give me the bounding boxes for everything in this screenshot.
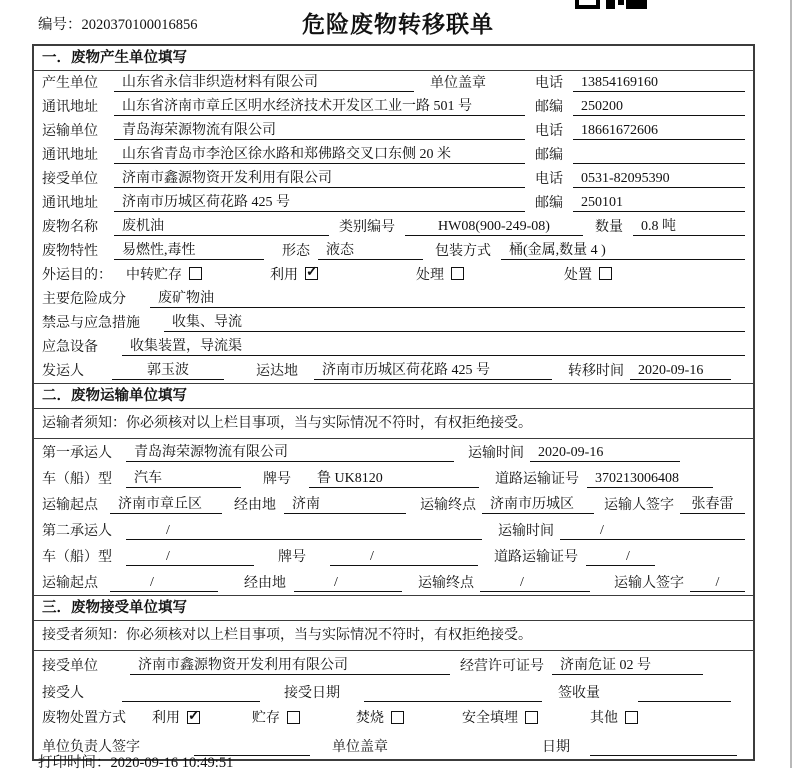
plate1-label: 牌号: [263, 472, 291, 487]
character-value: 易燃性,毒性: [114, 239, 264, 260]
carrier1-value: 青岛海荣源物流有限公司: [126, 441, 454, 462]
row-hazard: [34, 287, 753, 311]
license2-label: 道路运输证号: [494, 550, 578, 565]
receiver-value: 济南市鑫源物资开发利用有限公司: [114, 167, 525, 188]
disposal-option-other: [590, 707, 638, 727]
plate2-value: /: [330, 549, 478, 566]
zip1-label: 邮编: [535, 100, 563, 115]
row-vehicle2: [34, 543, 753, 569]
row-transporter: [34, 119, 753, 143]
category-label: 类别编号: [339, 220, 395, 235]
vehicle1-label: 车（船）型: [42, 472, 112, 487]
end2-label: 运输终点: [418, 576, 474, 591]
print-time-label: 打印时间：: [38, 755, 111, 771]
disposal-option-landfill: [462, 707, 538, 727]
purpose-option-transit: [126, 264, 202, 284]
checkbox-label: 贮存: [252, 711, 280, 726]
phone1-label: 电话: [535, 76, 563, 91]
row-receiver-address: [34, 191, 753, 215]
disposal-option-incinerate: [356, 707, 404, 727]
sign1-value: 张春雷: [680, 493, 745, 514]
sign2-value: /: [690, 575, 745, 592]
carrier2-label: 第二承运人: [42, 524, 112, 539]
end2-value: /: [480, 575, 590, 592]
form-value: 液态: [318, 239, 423, 260]
row-transporter-address: [34, 143, 753, 167]
waste-name-label: 废物名称: [42, 220, 98, 235]
zip3-value: 250101: [573, 195, 745, 212]
end1-label: 运输终点: [420, 498, 476, 513]
time1-label: 运输时间: [468, 446, 524, 461]
taboo-value: 收集、导流: [164, 311, 745, 332]
row-waste-character: [34, 239, 753, 263]
purpose-label: 外运目的：: [42, 267, 112, 283]
section-transporter: [34, 383, 753, 595]
row-receiver: [34, 167, 753, 191]
print-time-value: 2020-09-16 10:49:51: [110, 755, 234, 771]
destination-label: 运达地: [256, 364, 298, 379]
date-label: 日期: [542, 740, 570, 755]
carrier1-label: 第一承运人: [42, 446, 112, 461]
purpose-option-treat: [416, 264, 464, 284]
producer-label: 产生单位: [42, 76, 98, 91]
permit-value: 济南危证 02 号: [552, 654, 703, 675]
permit-label: 经营许可证号: [460, 659, 544, 674]
time1-value: 2020-09-16: [530, 445, 680, 462]
hazard-label: 主要危险成分: [42, 292, 126, 307]
section-producer: [34, 46, 753, 383]
plate1-value: 鲁 UK8120: [309, 467, 479, 488]
checkbox-icon: [451, 267, 464, 280]
accept-unit-value: 济南市鑫源物资开发利用有限公司: [130, 654, 450, 675]
vehicle2-value: /: [126, 549, 254, 566]
row-equipment: [34, 335, 753, 359]
phone2-label: 电话: [535, 124, 563, 139]
checkbox-icon: [189, 267, 202, 280]
disposal-label: 废物处置方式: [42, 711, 126, 726]
transporter-value: 青岛海荣源物流有限公司: [114, 119, 525, 140]
receiver-label: 接受单位: [42, 172, 98, 187]
unit-seal2-label: 单位盖章: [332, 740, 388, 755]
checkbox-label: 安全填埋: [462, 711, 518, 726]
origin1-value: 济南市章丘区: [110, 493, 222, 514]
addr1-value: 山东省济南市章丘区明水经济技术开发区工业一路 501 号: [114, 95, 525, 116]
section2-header: 二．废物运输单位填写: [34, 383, 753, 409]
addr1-label: 通讯地址: [42, 100, 98, 115]
row-vehicle1: [34, 465, 753, 491]
accept-unit-label: 接受单位: [42, 659, 98, 674]
checkbox-label: 其他: [590, 711, 618, 726]
origin2-label: 运输起点: [42, 576, 98, 591]
consignor-value: 郭玉波: [112, 359, 224, 380]
carrier2-value: /: [126, 523, 482, 540]
checkbox-icon: [525, 711, 538, 724]
origin2-value: /: [110, 575, 218, 592]
via2-value: /: [294, 575, 402, 592]
zip2-value: [573, 163, 745, 164]
row-waste-name: [34, 215, 753, 239]
consignor-label: 发运人: [42, 364, 84, 379]
sign2-label: 运输人签字: [614, 576, 684, 591]
checkbox-icon: [599, 267, 612, 280]
addr2-value: 山东省青岛市李沧区徐水路和郑佛路交叉口东侧 20 米: [114, 143, 525, 164]
license1-label: 道路运输证号: [495, 472, 579, 487]
acceptor-value: [122, 701, 260, 702]
taboo-label: 禁忌与应急措施: [42, 316, 140, 331]
equipment-label: 应急设备: [42, 340, 98, 355]
transfer-form: [32, 44, 755, 761]
checkbox-label: 利用: [152, 711, 180, 726]
accept-date-value: [364, 701, 542, 702]
license1-value: 370213006408: [587, 471, 713, 488]
row-carrier1: [34, 439, 753, 465]
plate2-label: 牌号: [278, 550, 306, 565]
row-carrier2: [34, 517, 753, 543]
zip3-label: 邮编: [535, 196, 563, 211]
category-value: HW08(900-249-08): [405, 219, 583, 236]
packing-value: 桶(金属,数量 4 ): [501, 239, 745, 260]
end1-value: 济南市历城区: [482, 493, 594, 514]
transfer-date-label: 转移时间: [568, 364, 624, 379]
transporter-notice: 运输者须知：你必须核对以上栏目事项，当与实际情况不符时，有权拒绝接受。: [34, 409, 753, 439]
row-acceptor: [34, 678, 753, 705]
license2-value: /: [586, 549, 655, 566]
time2-label: 运输时间: [498, 524, 554, 539]
addr2-label: 通讯地址: [42, 148, 98, 163]
date-value: [590, 755, 737, 756]
head-sign-label: 单位负责人签字: [42, 740, 140, 755]
phone2-value: 18661672606: [573, 123, 745, 140]
acceptor-label: 接受人: [42, 686, 84, 701]
origin1-label: 运输起点: [42, 498, 98, 513]
sign1-label: 运输人签字: [604, 498, 674, 513]
vehicle2-label: 车（船）型: [42, 550, 112, 565]
via1-value: 济南: [284, 493, 406, 514]
page-header: [0, 0, 796, 44]
print-time: [38, 751, 233, 772]
section1-header: 一．废物产生单位填写: [34, 46, 753, 71]
checkbox-label: 处理: [416, 267, 444, 283]
hazard-value: 废矿物油: [150, 287, 745, 308]
received-value: [638, 701, 731, 702]
addr3-label: 通讯地址: [42, 196, 98, 211]
disposal-option-store: [252, 707, 300, 727]
form-label: 形态: [282, 244, 310, 259]
checkbox-label: 利用: [270, 267, 298, 283]
via1-label: 经由地: [234, 498, 276, 513]
checkbox-icon: [305, 267, 318, 280]
zip2-label: 邮编: [535, 148, 563, 163]
checkbox-icon: [625, 711, 638, 724]
document-number-value: 2020370100016856: [81, 17, 198, 33]
quantity-label: 数量: [595, 220, 623, 235]
row-taboo: [34, 311, 753, 335]
checkbox-icon: [391, 711, 404, 724]
phone3-value: 0531-82095390: [573, 171, 745, 188]
checkbox-icon: [187, 711, 200, 724]
row-consignor: [34, 359, 753, 383]
phone3-label: 电话: [535, 172, 563, 187]
transporter-label: 运输单位: [42, 124, 98, 139]
row-route2: [34, 569, 753, 595]
packing-label: 包装方式: [435, 244, 491, 259]
purpose-option-use: [270, 264, 318, 284]
time2-value: /: [560, 523, 745, 540]
section-receiver: [34, 595, 753, 759]
purpose-option-dispose: [564, 264, 612, 284]
checkbox-icon: [287, 711, 300, 724]
row-route1: [34, 491, 753, 517]
accept-date-label: 接受日期: [284, 686, 340, 701]
addr3-value: 济南市历城区荷花路 425 号: [114, 191, 525, 212]
equipment-value: 收集装置，导流渠: [122, 335, 745, 356]
row-producer-address: [34, 95, 753, 119]
producer-value: 山东省永信非织造材料有限公司: [114, 71, 414, 92]
checkbox-label: 中转贮存: [126, 267, 182, 283]
checkbox-label: 焚烧: [356, 711, 384, 726]
phone1-value: 13854169160: [573, 75, 745, 92]
qr-code-fragment: [575, 0, 647, 9]
received-label: 签收量: [558, 686, 600, 701]
waste-name-value: 废机油: [114, 215, 329, 236]
disposal-option-use: [152, 707, 200, 727]
row-disposal: [34, 705, 753, 732]
via2-label: 经由地: [244, 576, 286, 591]
window-edge-line: [790, 0, 792, 768]
zip1-value: 250200: [573, 99, 745, 116]
quantity-value: 0.8 吨: [633, 215, 745, 236]
character-label: 废物特性: [42, 244, 98, 259]
unit-seal-label: 单位盖章: [430, 76, 486, 91]
row-accept-unit: [34, 651, 753, 678]
page-title: 危险废物转移联单: [302, 11, 494, 37]
checkbox-label: 处置: [564, 267, 592, 283]
document-number-label: 编号：: [38, 17, 82, 33]
row-purpose: [34, 263, 753, 287]
destination-value: 济南市历城区荷花路 425 号: [314, 359, 552, 380]
transfer-date-value: 2020-09-16: [630, 363, 731, 380]
section3-header: 三．废物接受单位填写: [34, 595, 753, 621]
row-producer: [34, 71, 753, 95]
receiver-notice: 接受者须知：你必须核对以上栏目事项，当与实际情况不符时，有权拒绝接受。: [34, 621, 753, 651]
vehicle1-value: 汽车: [126, 467, 241, 488]
